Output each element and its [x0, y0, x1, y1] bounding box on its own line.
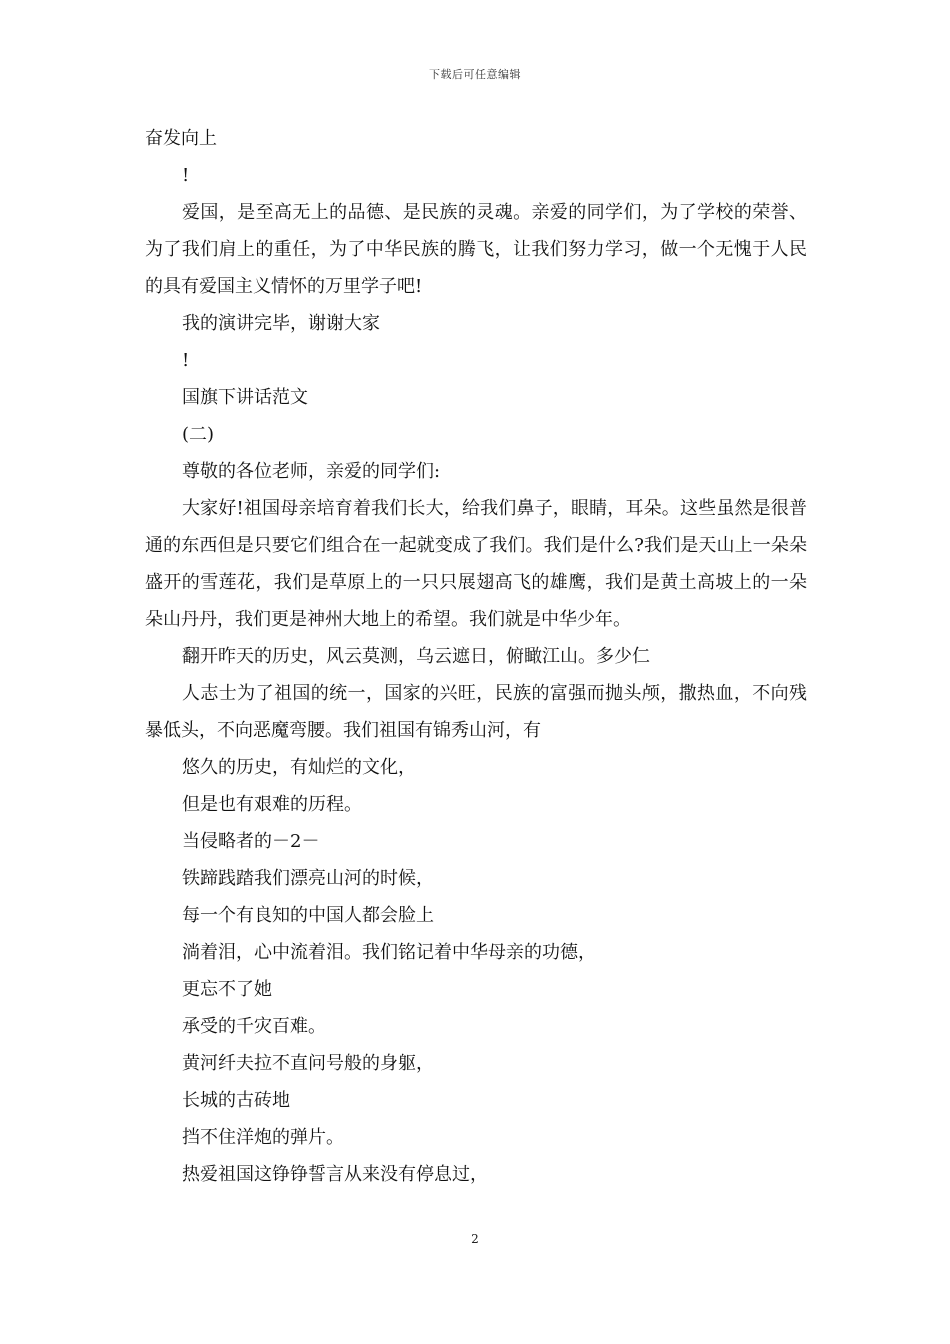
- paragraph: 大家好!祖国母亲培育着我们长大，给我们鼻子，眼睛，耳朵。这些虽然是很普通的东西但是只要它们组合在一起就变成了我们。我们是什么?我们是天山上一朵朵盛开的雪莲花，我们是草原上的一只只展翅高飞的雄鹰，我们是黄土高坡上的一朵朵山丹丹，我们更是神州大地上的希望。我们就是中华少年。: [145, 498, 807, 630]
- paragraph: !: [182, 350, 190, 371]
- paragraph: (二): [182, 424, 215, 445]
- paragraph: 热爱祖国这铮铮誓言从来没有停息过，: [182, 1164, 488, 1185]
- paragraph: !: [182, 165, 190, 186]
- paragraph: 淌着泪，心中流着泪。我们铭记着中华母亲的功德，: [182, 942, 596, 963]
- paragraph: 人志士为了祖国的统一，国家的兴旺，民族的富强而抛头颅，撒热血，不向残暴低头，不向恶魔弯腰。我们祖国有锦秀山河，有: [145, 683, 807, 741]
- paragraph: 爱国，是至高无上的品德、是民族的灵魂。亲爱的同学们，为了学校的荣誉、为了我们肩上的重任，为了中华民族的腾飞，让我们努力学习，做一个无愧于人民的具有爱国主义情怀的万里学子吧!: [145, 202, 807, 297]
- paragraph: 承受的千灾百难。: [182, 1016, 326, 1037]
- paragraph: 每一个有良知的中国人都会脸上: [182, 905, 434, 926]
- paragraph: 铁蹄践踏我们漂亮山河的时候，: [182, 868, 434, 889]
- paragraph: 挡不住洋炮的弹片。: [182, 1127, 344, 1148]
- paragraph: 长城的古砖地: [182, 1090, 290, 1111]
- paragraph: 我的演讲完毕，谢谢大家: [182, 313, 380, 334]
- paragraph: 当侵略者的－2－: [182, 831, 320, 852]
- page-number: 2: [471, 1232, 479, 1246]
- paragraph: 更忘不了她: [182, 979, 272, 1000]
- paragraph: 悠久的历史，有灿烂的文化，: [182, 757, 416, 778]
- paragraph: 国旗下讲话范文: [182, 387, 308, 408]
- paragraph: 尊敬的各位老师，亲爱的同学们:: [182, 461, 441, 482]
- paragraph: 黄河纤夫拉不直问号般的身躯，: [182, 1053, 434, 1074]
- page-header: 下载后可任意编辑: [429, 68, 521, 81]
- document-body: [145, 120, 807, 1193]
- paragraph: 但是也有艰难的历程。: [182, 794, 362, 815]
- paragraph: 奋发向上: [145, 128, 217, 149]
- paragraph: 翻开昨天的历史，风云莫测，乌云遮日，俯瞰江山。多少仁: [182, 646, 650, 667]
